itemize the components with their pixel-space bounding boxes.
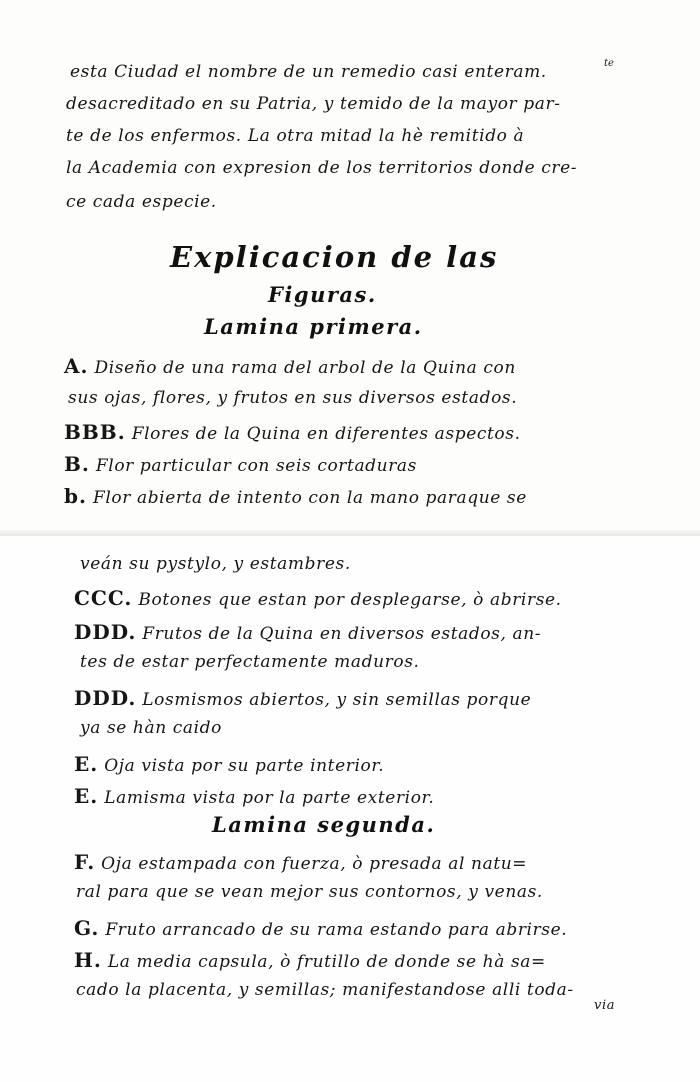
entry-letter: DDD. xyxy=(74,686,137,710)
entry-text: Fruto arrancado de su rama estando para abrirse. xyxy=(105,920,568,940)
entry-letter: H. xyxy=(74,948,102,972)
entry-letter: B. xyxy=(64,452,90,476)
manuscript-sheet-bottom xyxy=(0,536,700,1082)
entry-e-2 xyxy=(74,784,434,808)
entry-ddd-2-cont: ya se hàn caido xyxy=(80,718,222,738)
entry-text: Diseño de una rama del arbol de la Quina con xyxy=(94,358,516,378)
entry-letter: BBB. xyxy=(64,420,126,444)
entry-letter: E. xyxy=(74,784,99,808)
entry-b-lower xyxy=(64,484,527,508)
entry-letter: b. xyxy=(64,484,87,508)
entry-h-cont: cado la placenta, y semillas; manifestandose alli toda- xyxy=(76,980,574,1000)
entry-text: Flor particular con seis cortaduras xyxy=(95,456,417,476)
entry-text: Frutos de la Quina en diversos estados, an- xyxy=(142,624,542,644)
text-line-4: la Academia con expresion de los territorios donde cre- xyxy=(66,158,578,178)
entry-text: La media capsula, ò frutillo de donde se hà sa= xyxy=(107,952,546,972)
entry-letter: G. xyxy=(74,916,100,940)
entry-letter: A. xyxy=(64,354,89,378)
entry-ddd-2 xyxy=(74,686,531,710)
heading-explicacion: Explicacion de las xyxy=(170,240,499,274)
entry-h xyxy=(74,948,546,972)
entry-text: Losmismos abiertos, y sin semillas porque xyxy=(142,690,532,710)
entry-letter: F. xyxy=(74,850,96,874)
entry-bbb xyxy=(64,420,521,444)
entry-ccc xyxy=(74,586,562,610)
superscript-te: te xyxy=(604,58,614,69)
entry-ddd-cont: tes de estar perfectamente maduros. xyxy=(80,652,420,672)
entry-letter: CCC. xyxy=(74,586,133,610)
heading-lamina-primera: Lamina primera. xyxy=(204,314,423,339)
manuscript-sheet-top xyxy=(0,0,700,535)
entry-text: Oja vista por su parte interior. xyxy=(104,756,385,776)
entry-text: Oja estampada con fuerza, ò presada al natu= xyxy=(101,854,528,874)
catchword: via xyxy=(594,998,616,1013)
entry-text: Lamisma vista por la parte exterior. xyxy=(104,788,435,808)
heading-lamina-segunda: Lamina segunda. xyxy=(212,812,436,837)
entry-letter: DDD. xyxy=(74,620,137,644)
text-line-2: desacreditado en su Patria, y temido de la mayor par- xyxy=(66,94,561,114)
entry-a xyxy=(64,354,516,378)
entry-text: Flor abierta de intento con la mano paraque se xyxy=(92,488,527,508)
heading-figuras: Figuras. xyxy=(268,282,377,307)
entry-a-cont: sus ojas, flores, y frutos en sus diversos estados. xyxy=(68,388,518,408)
entry-b-cont: veán su pystylo, y estambres. xyxy=(80,554,351,574)
text-line-3: te de los enfermos. La otra mitad la hè remitido à xyxy=(66,126,525,146)
entry-b xyxy=(64,452,417,476)
entry-text: Botones que estan por desplegarse, ò abrirse. xyxy=(138,590,562,610)
text-line-5: ce cada especie. xyxy=(66,192,217,212)
entry-f-cont: ral para que se vean mejor sus contornos, y venas. xyxy=(76,882,543,902)
entry-g xyxy=(74,916,567,940)
text-line-1: esta Ciudad el nombre de un remedio casi enteram. xyxy=(70,62,547,82)
entry-text: Flores de la Quina en diferentes aspectos. xyxy=(131,424,521,444)
entry-ddd xyxy=(74,620,541,644)
entry-e xyxy=(74,752,384,776)
entry-letter: E. xyxy=(74,752,99,776)
entry-f xyxy=(74,850,527,874)
